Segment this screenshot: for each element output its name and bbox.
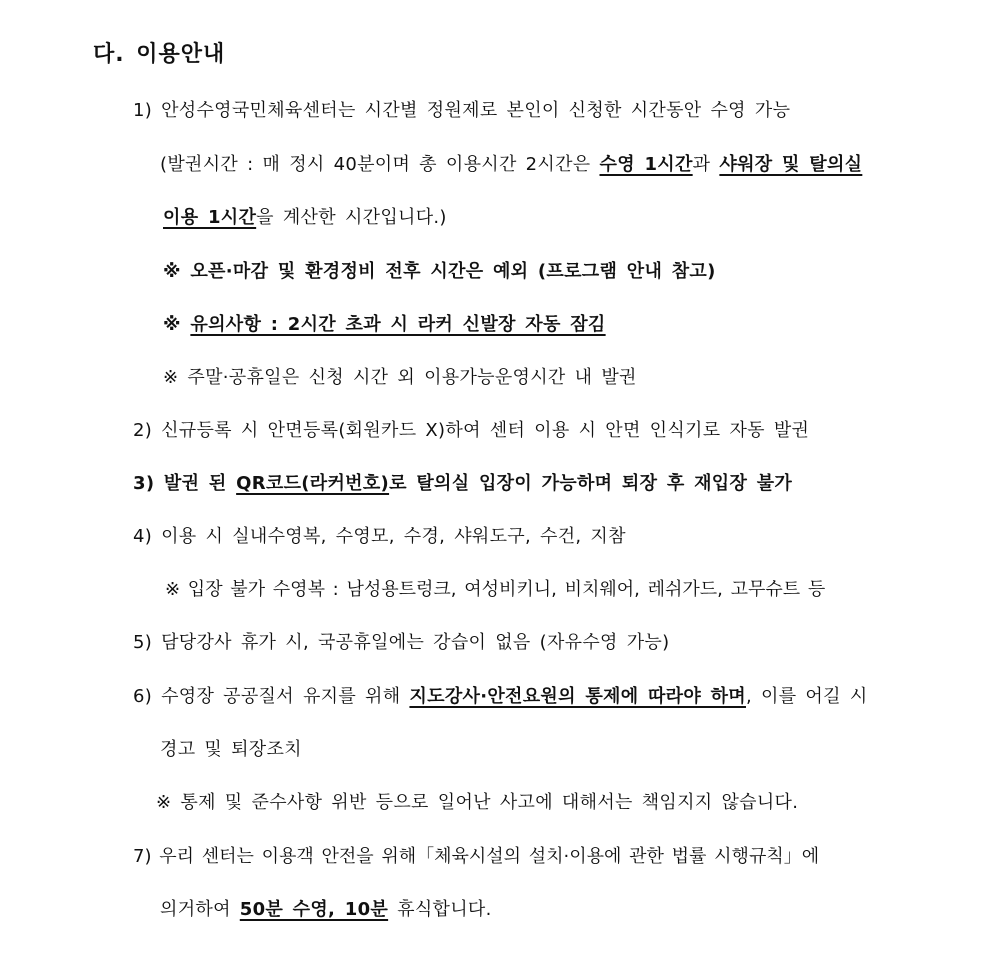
item-6-note: ※ 통제 및 준수사항 위반 등으로 일어난 사고에 대해서는 책임지지 않습니다. <box>156 792 799 813</box>
item-1-note-caution <box>163 312 606 338</box>
item-5: 5) 담당강사 휴가 시, 국공휴일에는 강습이 없음 (자유수영 가능) <box>133 632 670 653</box>
item-3-qr-code: QR코드(라커번호) <box>236 473 390 494</box>
item-6-text: , 이를 어길 시 <box>745 686 868 707</box>
item-6-line-1 <box>133 684 868 710</box>
item-2: 2) 신규등록 시 안면등록(회원카드 X)하여 센터 이용 시 안면 인식기로 자동 발권 <box>133 420 810 441</box>
item-7-emphasis: 50분 수영, 10분 <box>239 899 389 920</box>
item-4: 4) 이용 시 실내수영복, 수영모, 수경, 샤워도구, 수건, 지참 <box>133 526 626 547</box>
item-1-emphasis-swim: 수영 1시간 <box>599 154 693 175</box>
item-6-emphasis: 지도강사·안전요원의 통제에 따라야 하며 <box>409 686 746 707</box>
item-6-text: 6) 수영장 공공질서 유지를 위해 <box>133 686 410 707</box>
item-1-line-1: 1) 안성수영국민체육센터는 시간별 정원제로 본인이 신청한 시간동안 수영 가능 <box>133 100 791 121</box>
item-7-text: 의거하여 <box>160 899 240 920</box>
item-7-line-2 <box>160 897 492 923</box>
item-3 <box>133 471 792 497</box>
item-1-note-weekend: ※ 주말·공휴일은 신청 시간 외 이용가능운영시간 내 발권 <box>163 367 637 388</box>
item-1-note-open-close: ※ 오픈·마감 및 환경정비 전후 시간은 예외 (프로그램 안내 참고) <box>163 261 716 282</box>
item-1-line-3 <box>163 205 447 231</box>
caution-text: 유의사항 : 2시간 초과 시 라커 신발장 자동 잠김 <box>190 314 606 335</box>
item-1-text: 과 <box>692 154 720 175</box>
item-1-emphasis-use: 이용 1시간 <box>163 207 257 228</box>
item-3-text: 3) 발권 된 <box>133 473 237 494</box>
item-4-note: ※ 입장 불가 수영복 : 남성용트렁크, 여성비키니, 비치웨어, 레쉬가드, 고무슈트 등 <box>165 579 826 600</box>
item-7-text: 휴식합니다. <box>388 899 492 920</box>
item-1-emphasis-shower: 샤워장 및 탈의실 <box>719 154 863 175</box>
item-1-text: (발권시간 : 매 정시 40분이며 총 이용시간 2시간은 <box>160 154 600 175</box>
item-1-text: 을 계산한 시간입니다.) <box>256 207 447 228</box>
item-1-line-2 <box>160 152 862 178</box>
item-6-line-2: 경고 및 퇴장조치 <box>160 739 302 760</box>
item-3-text: 로 탈의실 입장이 가능하며 퇴장 후 재입장 불가 <box>389 473 793 494</box>
item-7-line-1: 7) 우리 센터는 이용객 안전을 위해「체육시설의 설치·이용에 관한 법률 시행규칙」에 <box>133 846 820 867</box>
note-mark: ※ <box>163 314 191 335</box>
section-title: 다. 이용안내 <box>93 42 226 67</box>
